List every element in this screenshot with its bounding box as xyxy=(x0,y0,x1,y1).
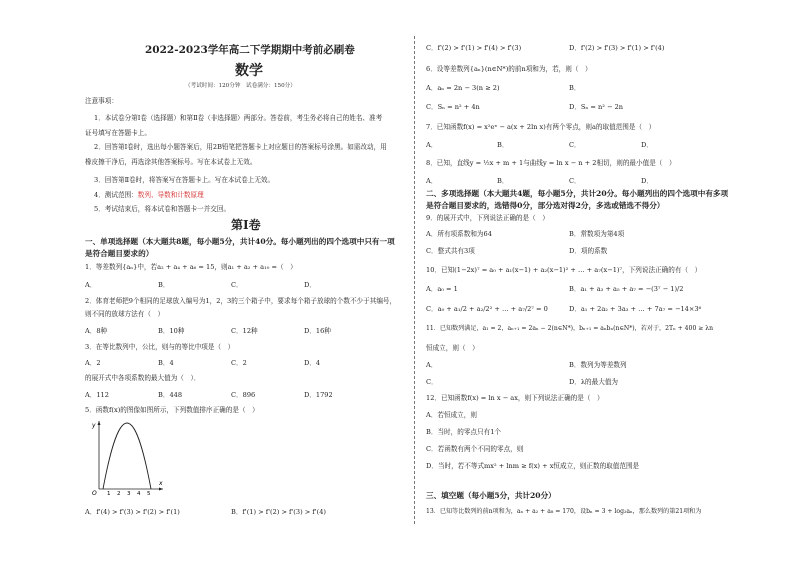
section2-heading: 二、多项选择题（本大题共4题，每小题5分，共计20分。每小题列出的四个选项中有多项 xyxy=(426,189,729,198)
question-10: 10．已知(1−2x)⁷ = a₀ + a₁(x−1) + a₂(x−1)² + … + a₇(x−1)⁷，下列说法正确的有（ ） xyxy=(426,266,702,274)
y-axis-label: y xyxy=(92,422,96,429)
column-divider xyxy=(414,36,415,524)
function-curve xyxy=(103,423,151,489)
notice-line: 1．本试卷分第Ⅰ卷（选择题）和第Ⅱ卷（非选择题）两部分。答卷前，考生务必将自己的姓名、准考 xyxy=(94,114,383,122)
question-3: 3．在等比数列中，公比，则与的等比中项是（ ） xyxy=(85,343,235,351)
section3-heading: 三、填空题（每小题5分，共计20分） xyxy=(426,491,556,500)
option: D．当时，若不等式mx² + lnm ≥ f(x) + x恒成立，则正数的取值范围是 xyxy=(426,462,640,470)
tick-label: 1 xyxy=(107,491,111,495)
option: B． xyxy=(497,177,509,185)
option: B．a₁ + a₃ + a₅ + a₇ = −(3⁷ − 1)/2 xyxy=(569,285,684,293)
x-axis-label: x xyxy=(159,480,163,487)
option: A．8种 xyxy=(85,327,108,335)
option: D．f'(2) > f'(3) > f'(1) > f'(4) xyxy=(569,44,665,52)
option: B．常数项为第4项 xyxy=(569,230,625,238)
option: D．λ的最大值为 xyxy=(569,378,619,386)
exam-info: （考试时间：120分钟 试卷满分：150分） xyxy=(185,83,296,89)
option: B． xyxy=(158,281,170,289)
question-11: 11．已知数列满足，a₁ = 2，aₙ₊₁ = 2aₙ − 2(n∈N*)，bₙ₊₁ = aₙbₙ(n∈N*)，若对于，2Tₙ + 400 ≥ λn xyxy=(426,325,714,332)
option: B． xyxy=(497,141,509,149)
option: A．f'(4) > f'(3) > f'(2) > f'(1) xyxy=(85,508,180,516)
option: B．448 xyxy=(158,391,183,399)
notice-line: 5．考试结束后，将本试卷和答题卡一并交回。 xyxy=(94,205,231,213)
question-7: 7．已知函数f(x) = x²eˣ − a(x + 2ln x)有两个零点，则a的取值范围是（ ） xyxy=(426,123,656,131)
option: C．若函数有两个不同的零点，则 xyxy=(426,445,524,453)
question-13: 13．已知等比数列的前n项和为，aₙ + a₂ + a₈ = 170，设bₙ = 3 + log₂aₙ，那么数列的第21项和为 xyxy=(426,508,702,515)
tick-label: 4 xyxy=(137,491,141,495)
option: D．1792 xyxy=(304,391,333,399)
notice-line: 橡皮擦干净后，再选涂其他答案标号。写在本试卷上无效。 xyxy=(85,158,257,166)
option: A．所有项系数和为64 xyxy=(426,230,492,238)
subject-title: 数学 xyxy=(235,63,263,79)
option: C．Sₙ = n² + 4n xyxy=(426,103,480,111)
option: C． xyxy=(569,141,581,149)
question-4: 的展开式中各项系数的最大值为（ ）． xyxy=(85,374,201,382)
option: C． xyxy=(231,281,243,289)
section1-heading: 一、单项选择题（本大题共8题，每小题5分，共计40分。每小题列出的四个选项中只有一项 xyxy=(85,237,395,246)
option: A．2 xyxy=(85,359,101,367)
tick-label: 3 xyxy=(127,491,131,495)
option: C．整式共有3项 xyxy=(426,247,475,255)
option: C．a₀ + a₁/2 + a₂/2² + … + a₇/2⁷ = 0 xyxy=(426,305,548,313)
question-1: 1．等差数列{aₙ}中，若a₂ + a₄ + a₆ = 15，则a₁ + a₂ + a₁₀ =（ ） xyxy=(85,263,297,271)
option: D．a₁ + 2a₂ + 3a₃ + … + 7a₇ = −14×3⁶ xyxy=(569,305,702,313)
question-2: 2．体育老师把9个相同的足球放入编号为1，2，3的三个箱子中，要求每个箱子放球的个数不少于其编号， xyxy=(85,297,397,305)
notice-line: 证号填写在答题卡上。 xyxy=(85,129,151,137)
section1-heading: 是符合题目要求的） xyxy=(85,249,154,258)
scope-red-text: 数列、导数和计数原理 xyxy=(137,191,204,199)
part-heading: 第Ⅰ卷 xyxy=(231,218,261,232)
question-9: 9．的展开式中，下列说法正确的是（ ） xyxy=(426,214,549,222)
option: C．896 xyxy=(231,391,256,399)
question-11-cont: 恒成立，则（ ） xyxy=(426,344,479,352)
question-8: 8．已知，直线y = ½x + m + 1与曲线y = ln x − n + 2相切，则的最小值是（ ） xyxy=(426,159,676,167)
option: C．12种 xyxy=(231,327,258,335)
option: D． xyxy=(641,177,653,185)
question-12: 12．已知函数f(x) = ln x − ax，则下列说法正确的是（ ） xyxy=(426,394,604,402)
option: C． xyxy=(569,177,581,185)
question-6: 6．设等差数列{aₙ}(n∈N*)的前n项和为，若，则（ ） xyxy=(426,65,592,73)
section2-heading: 是符合题目要求的，选错得0分，部分选对得2分，多选或错选不得分） xyxy=(426,201,665,210)
option: D．Sₙ = n² − 2n xyxy=(569,103,624,111)
option: D． xyxy=(641,141,653,149)
option: A． xyxy=(426,361,438,369)
function-graph xyxy=(87,417,165,495)
option: D． xyxy=(304,281,316,289)
x-axis-arrow xyxy=(159,488,163,491)
option: C． xyxy=(426,378,438,386)
origin-label: O xyxy=(92,490,97,495)
paper-title: 2022-2023学年高二下学期期中考前必刷卷 xyxy=(145,44,355,56)
option: D．项的系数 xyxy=(569,247,608,255)
option: A．112 xyxy=(85,391,109,399)
question-5: 5．函数f(x)的图像如图所示，下列数值排序正确的是（ ） xyxy=(85,406,259,414)
option: A．若恒成立，则 xyxy=(426,411,477,419)
option: B．f'(1) > f'(2) > f'(3) > f'(4) xyxy=(231,508,326,516)
option: B．10种 xyxy=(158,327,185,335)
option: B．当时，的零点只有1个 xyxy=(426,428,501,436)
option: A． xyxy=(85,281,97,289)
option: D．16种 xyxy=(304,327,331,335)
option: C．2 xyxy=(231,359,247,367)
option: A． xyxy=(426,177,438,185)
option: B． xyxy=(569,84,581,92)
option: C．f'(2) > f'(1) > f'(4) > f'(3) xyxy=(426,44,522,52)
option: A． xyxy=(426,141,438,149)
notice-title: 注意事项： xyxy=(85,97,118,105)
tick-label: 2 xyxy=(117,491,121,495)
notice-line: 3．回答第Ⅱ卷时，将答案写在答题卡上。写在本试卷上无效。 xyxy=(94,176,275,184)
option: B．4 xyxy=(158,359,174,367)
option: B．数列为等差数列 xyxy=(569,361,627,369)
option: A．aₙ = 2n − 3(n ≥ 2) xyxy=(426,84,500,92)
notice-line: 4．测试范围：数列、导数和计数原理 xyxy=(94,191,204,199)
y-axis-arrow xyxy=(98,421,101,425)
question-2-cont: 则不同的放球方法有（ ） xyxy=(85,310,165,318)
tick-label: 5 xyxy=(147,491,151,495)
option: D．4 xyxy=(304,359,321,367)
option: A．a₀ = 1 xyxy=(426,285,458,293)
notice-line: 2．回答第Ⅰ卷时，选出每小题答案后，用2B铅笔把答题卡上对应题目的答案标号涂黑。如需改动，用 xyxy=(94,143,387,151)
